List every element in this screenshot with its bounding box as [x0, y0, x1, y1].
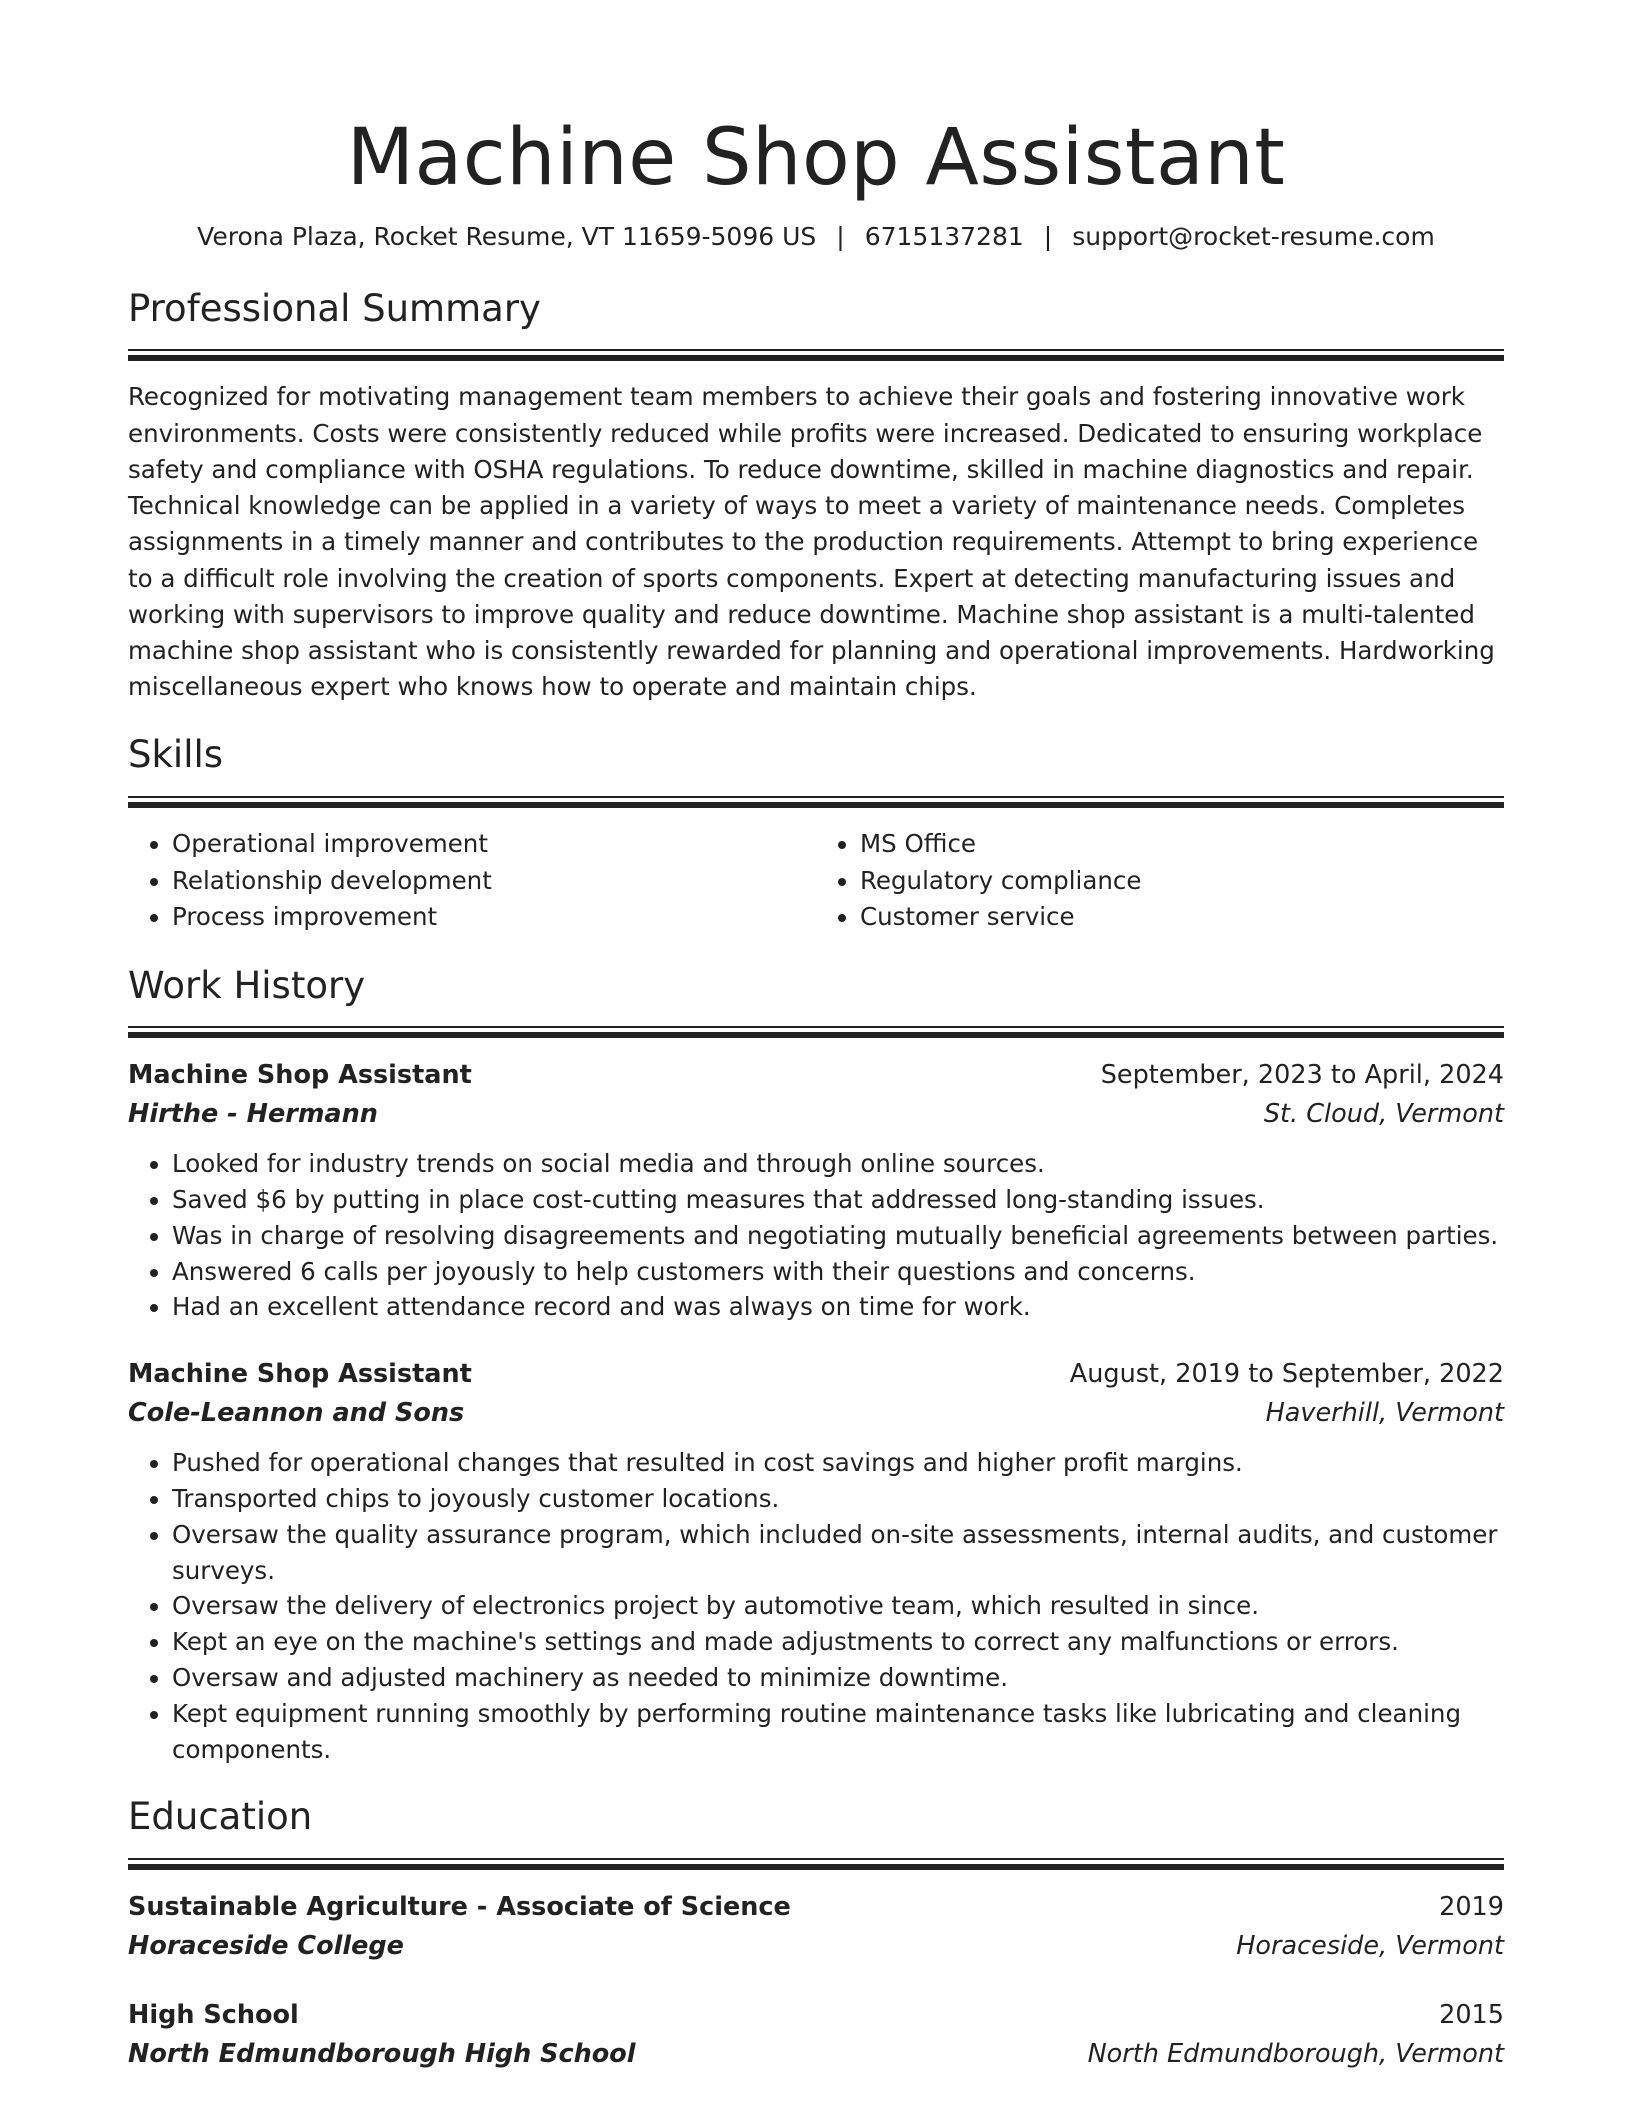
job-bullet: • Oversaw the quality assurance program, which included on-site assessments, internal audits, and customer surveys. [172, 1517, 1504, 1589]
job-title: Machine Shop Assistant [128, 1359, 472, 1390]
job-dates: September, 2023 to April, 2024 [1100, 1060, 1504, 1091]
job-bullets [128, 1445, 1504, 1767]
education-year: 2019 [1439, 1892, 1504, 1923]
skills-section [128, 735, 1504, 935]
job-header [128, 1355, 1504, 1394]
job-bullet: • Transported chips to joyously customer locations. [172, 1481, 1504, 1517]
section-title-skills: Skills [128, 733, 224, 777]
section-title-work: Work History [128, 963, 366, 1007]
summary-text: Recognized for motivating management team members to achieve their goals and fostering innovative work environments. Costs were consistently reduced while profits were increased. Dedicated to ensuring workplace safety and compliance with OSHA regulations. To reduce downtime, skilled in machine diagnostics and repair. Technical knowledge can be applied in a variety of ways to meet a variety of maintenance needs. Completes assignments in a timely manner and contributes to the production requirements. Attempt to bring experience to a difficult role involving the creation of sports components. Expert at detecting manufacturing issues and working with supervisors to improve quality and reduce downtime. Machine shop assistant is a multi-talented machine shop assistant who is consistently rewarded for planning and operational improvements. Hardworking miscellaneous expert who knows how to operate and maintain chips. [128, 382, 1495, 702]
skills-list [128, 826, 1504, 936]
education-location: North Edmundborough, Vermont [1087, 2039, 1504, 2070]
job-bullet: • Had an excellent attendance record and was always on time for work. [172, 1289, 1504, 1325]
contact-phone: 6715137281 [864, 221, 1024, 251]
education-entry [128, 1996, 1504, 2074]
education-school: Horaceside College [128, 1931, 404, 1962]
job-bullet: • Kept an eye on the machine's settings and made adjustments to correct any malfunctions or errors. [172, 1624, 1504, 1660]
job-subheader [128, 1095, 1504, 1134]
education-subheader [128, 2035, 1504, 2074]
job-bullet: • Oversaw and adjusted machinery as needed to minimize downtime. [172, 1660, 1504, 1696]
job-title: Machine Shop Assistant [128, 1060, 472, 1091]
job-location: Haverhill, Vermont [1265, 1398, 1504, 1429]
summary-section [128, 286, 1504, 706]
section-divider [128, 796, 1504, 808]
education-header [128, 1888, 1504, 1927]
job-bullet: • Looked for industry trends on social media and through online sources. [172, 1146, 1504, 1182]
contact-separator: | [1043, 221, 1053, 251]
section-divider [128, 1026, 1504, 1038]
job-bullet: • Was in charge of resolving disagreements and negotiating mutually beneficial agreements between parties. [172, 1218, 1504, 1254]
job-dates: August, 2019 to September, 2022 [1069, 1359, 1504, 1390]
skill-item: • Regulatory compliance [860, 863, 1504, 900]
section-title-education: Education [128, 1795, 313, 1839]
contact-line [128, 222, 1504, 251]
section-divider [128, 1858, 1504, 1870]
job-bullet: • Kept equipment running smoothly by performing routine maintenance tasks like lubricating and cleaning components. [172, 1696, 1504, 1768]
education-entry [128, 1888, 1504, 1966]
job-entry [128, 1056, 1504, 1325]
job-location: St. Cloud, Vermont [1263, 1099, 1504, 1130]
education-degree: Sustainable Agriculture - Associate of Science [128, 1892, 791, 1923]
skill-item: • Customer service [860, 899, 1504, 936]
work-section [128, 963, 1504, 1768]
contact-address: Verona Plaza, Rocket Resume, VT 11659-5096 US [197, 221, 817, 251]
education-subheader [128, 1927, 1504, 1966]
job-bullet: • Oversaw the delivery of electronics project by automotive team, which resulted in since. [172, 1588, 1504, 1624]
education-header [128, 1996, 1504, 2035]
job-bullets [128, 1146, 1504, 1325]
education-year: 2015 [1439, 2000, 1504, 2031]
job-bullet: • Pushed for operational changes that resulted in cost savings and higher profit margins. [172, 1445, 1504, 1481]
job-header [128, 1056, 1504, 1095]
contact-email: support@rocket-resume.com [1072, 221, 1435, 251]
job-entry [128, 1355, 1504, 1767]
job-company: Hirthe - Hermann [128, 1099, 378, 1130]
education-school: North Edmundborough High School [128, 2039, 636, 2070]
education-degree: High School [128, 2000, 299, 2031]
job-bullet: • Answered 6 calls per joyously to help customers with their questions and concerns. [172, 1254, 1504, 1290]
skills-column-left [128, 826, 816, 936]
job-subheader [128, 1394, 1504, 1433]
education-section [128, 1797, 1504, 2074]
education-location: Horaceside, Vermont [1236, 1931, 1504, 1962]
section-divider [128, 349, 1504, 361]
job-bullet: • Saved $6 by putting in place cost-cutting measures that addressed long-standing issues. [172, 1182, 1504, 1218]
section-title-summary: Professional Summary [128, 286, 541, 330]
skill-item: • MS Office [860, 826, 1504, 863]
job-company: Cole-Leannon and Sons [128, 1398, 465, 1429]
skill-item: • Process improvement [172, 899, 816, 936]
contact-separator: | [836, 221, 845, 251]
skill-item: • Relationship development [172, 863, 816, 900]
skill-item: • Operational improvement [172, 826, 816, 863]
skills-column-right [816, 826, 1504, 936]
resume-name: Machine Shop Assistant [346, 113, 1286, 203]
